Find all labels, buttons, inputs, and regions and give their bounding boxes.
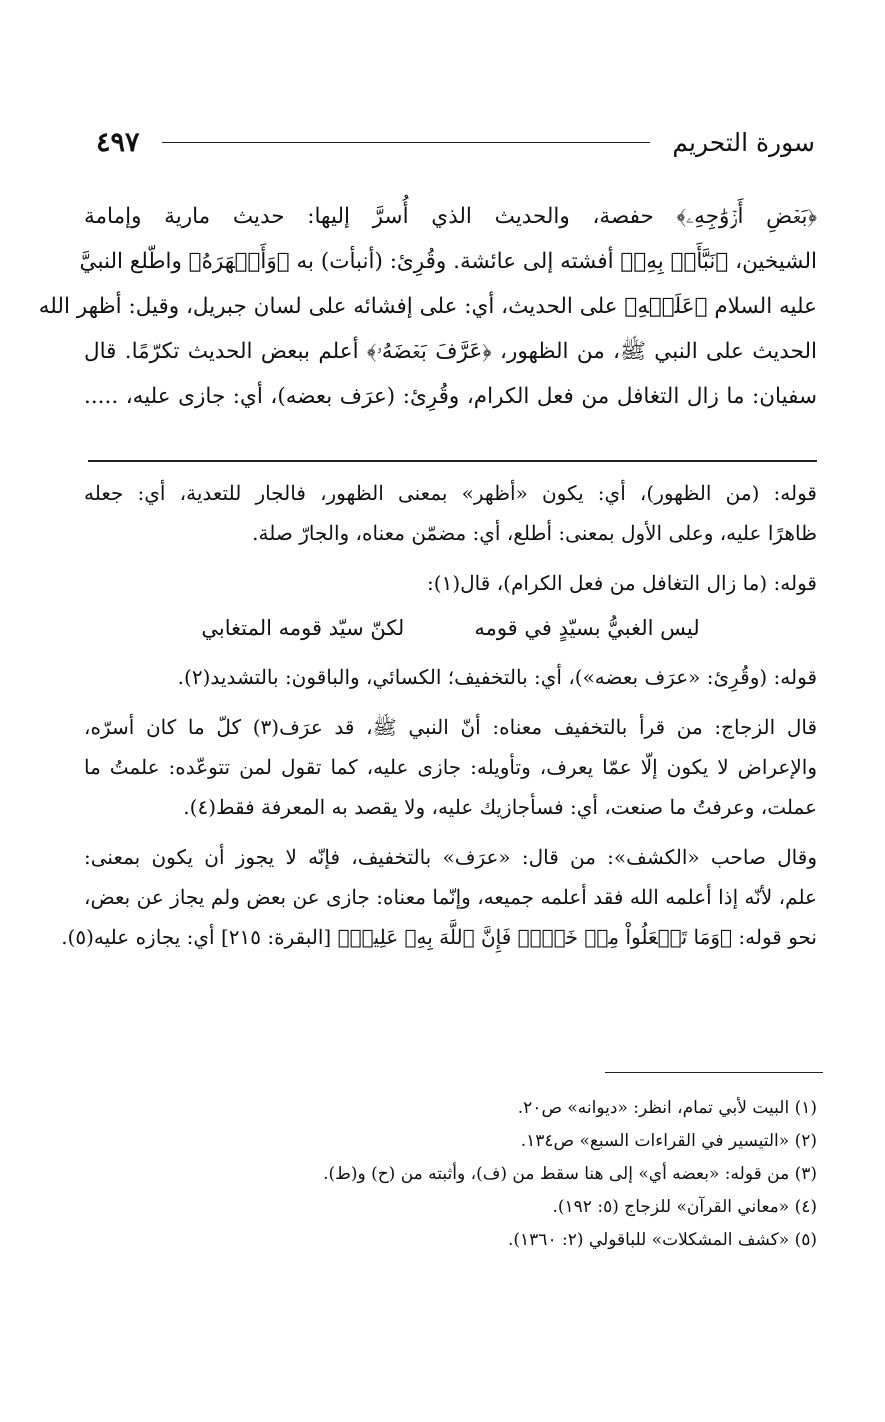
main-text — [38, 194, 817, 419]
main-text-line: الشيخين، ﴿نَبَّأَتۡ بِهِۦ﴾ أفشته إلى عائشة. وقُرِئ: (أنبأت) به ﴿وَأَظۡهَرَهُ﴾ واطّلع النبيَّ — [79, 249, 817, 274]
commentary-line: قوله: (ما زال التغافل من فعل الكرام)، قال(١): — [427, 571, 817, 595]
footnote-divider — [605, 1072, 823, 1073]
commentary-line: علم، لأنّه إذا أعلمه الله فقد أعلمه جميعه، وإنّما معناه: جازى عن بعض ولم يجاز عن بعض، — [84, 885, 817, 909]
footnotes — [200, 1092, 817, 1257]
commentary-line: عملت، وعرفتُ ما صنعت، أي: فسأجازيك عليه، ولا يقصد به المعرفة فقط(٤). — [183, 795, 817, 819]
main-text-line: الحديث على النبي ﷺ، من الظهور، ﴿عَرَّفَ بَعۡضَهُۥ﴾ أعلم ببعض الحديث تكرّمًا. قال — [84, 339, 817, 364]
verse-second-hemistich: لكنّ سيّد قومه المتغابي — [201, 616, 405, 640]
surah-title: سورة التحريم — [672, 127, 815, 157]
commentary-line: قوله: (وقُرِئ: «عرَف بعضه»)، أي: بالتخفيف؛ الكسائي، والباقون: بالتشديد(٢). — [177, 665, 817, 689]
section-divider — [88, 460, 817, 462]
verse-first-hemistich: ليس الغبيُّ بسيّدٍ في قومه — [474, 616, 700, 640]
commentary-line: نحو قوله: ﴿وَمَا تَفۡعَلُواْ مِنۡ خَيۡرٖ فَإِنَّ ٱللَّهَ بِهِۦ عَلِيمٞ﴾ [البقرة: ٢١٥] أي: يجازه عليه(٥). — [61, 925, 817, 949]
commentary-line: قال الزجاج: من قرأ بالتخفيف معناه: أنّ النبي ﷺ، قد عرَف(٣) كلّ ما كان أسرّه، — [84, 715, 818, 739]
main-text-line: عليه السلام ﴿عَلَيۡهِ﴾ على الحديث، أي: على إفشائه على لسان جبريل، وقيل: أظهر الله — [38, 294, 817, 319]
commentary-line: قوله: (من الظهور)، أي: يكون «أظهر» بمعنى الظهور، فالجار للتعدية، أي: جعله — [84, 481, 817, 505]
footnote: (٥) «كشف المشكلات» للباقولي (٢: ١٣٦٠). — [508, 1230, 817, 1250]
commentary-line: والإعراض لا يكون إلّا عمّا يعرف، وتأويله: جازى عليه، كما تقول لمن تتوعّده: علمتُ ما — [84, 755, 817, 779]
commentary — [61, 473, 818, 957]
header-rule — [162, 142, 651, 143]
main-text-line: ﴿بَعۡضِ أَزۡوَٰجِهِۦ﴾ حفصة، والحديث الذي أُسرَّ إليها: حديث مارية وإمامة — [84, 204, 817, 229]
footnote: (٢) «التيسير في القراءات السبع» ص١٣٤. — [520, 1131, 817, 1151]
commentary-line: وقال صاحب «الكشف»: من قال: «عرَف» بالتخفيف، فإنّه لا يجوز أن يكون بمعنى: — [84, 845, 817, 869]
footnote: (١) البيت لأبي تمام، انظر: «ديوانه» ص٢٠. — [517, 1098, 817, 1118]
footnote: (٤) «معاني القرآن» للزجاج (٥: ١٩٢). — [552, 1197, 817, 1217]
page-header — [96, 118, 815, 166]
page-number: ٤٩٧ — [96, 126, 140, 158]
footnote: (٣) من قوله: «بعضه أي» إلى هنا سقط من (ف)، وأثبته من (ح) و(ط). — [323, 1164, 817, 1184]
main-text-line: سفيان: ما زال التغافل من فعل الكرام، وقُرِئ: (عرَف بعضه)، أي: جازى عليه، ..... — [84, 384, 817, 409]
commentary-line: ظاهرًا عليه، وعلى الأول بمعنى: أطلع، أي: مضمّن معناه، والجارّ صلة. — [252, 521, 817, 545]
poetry-verse — [84, 605, 817, 651]
